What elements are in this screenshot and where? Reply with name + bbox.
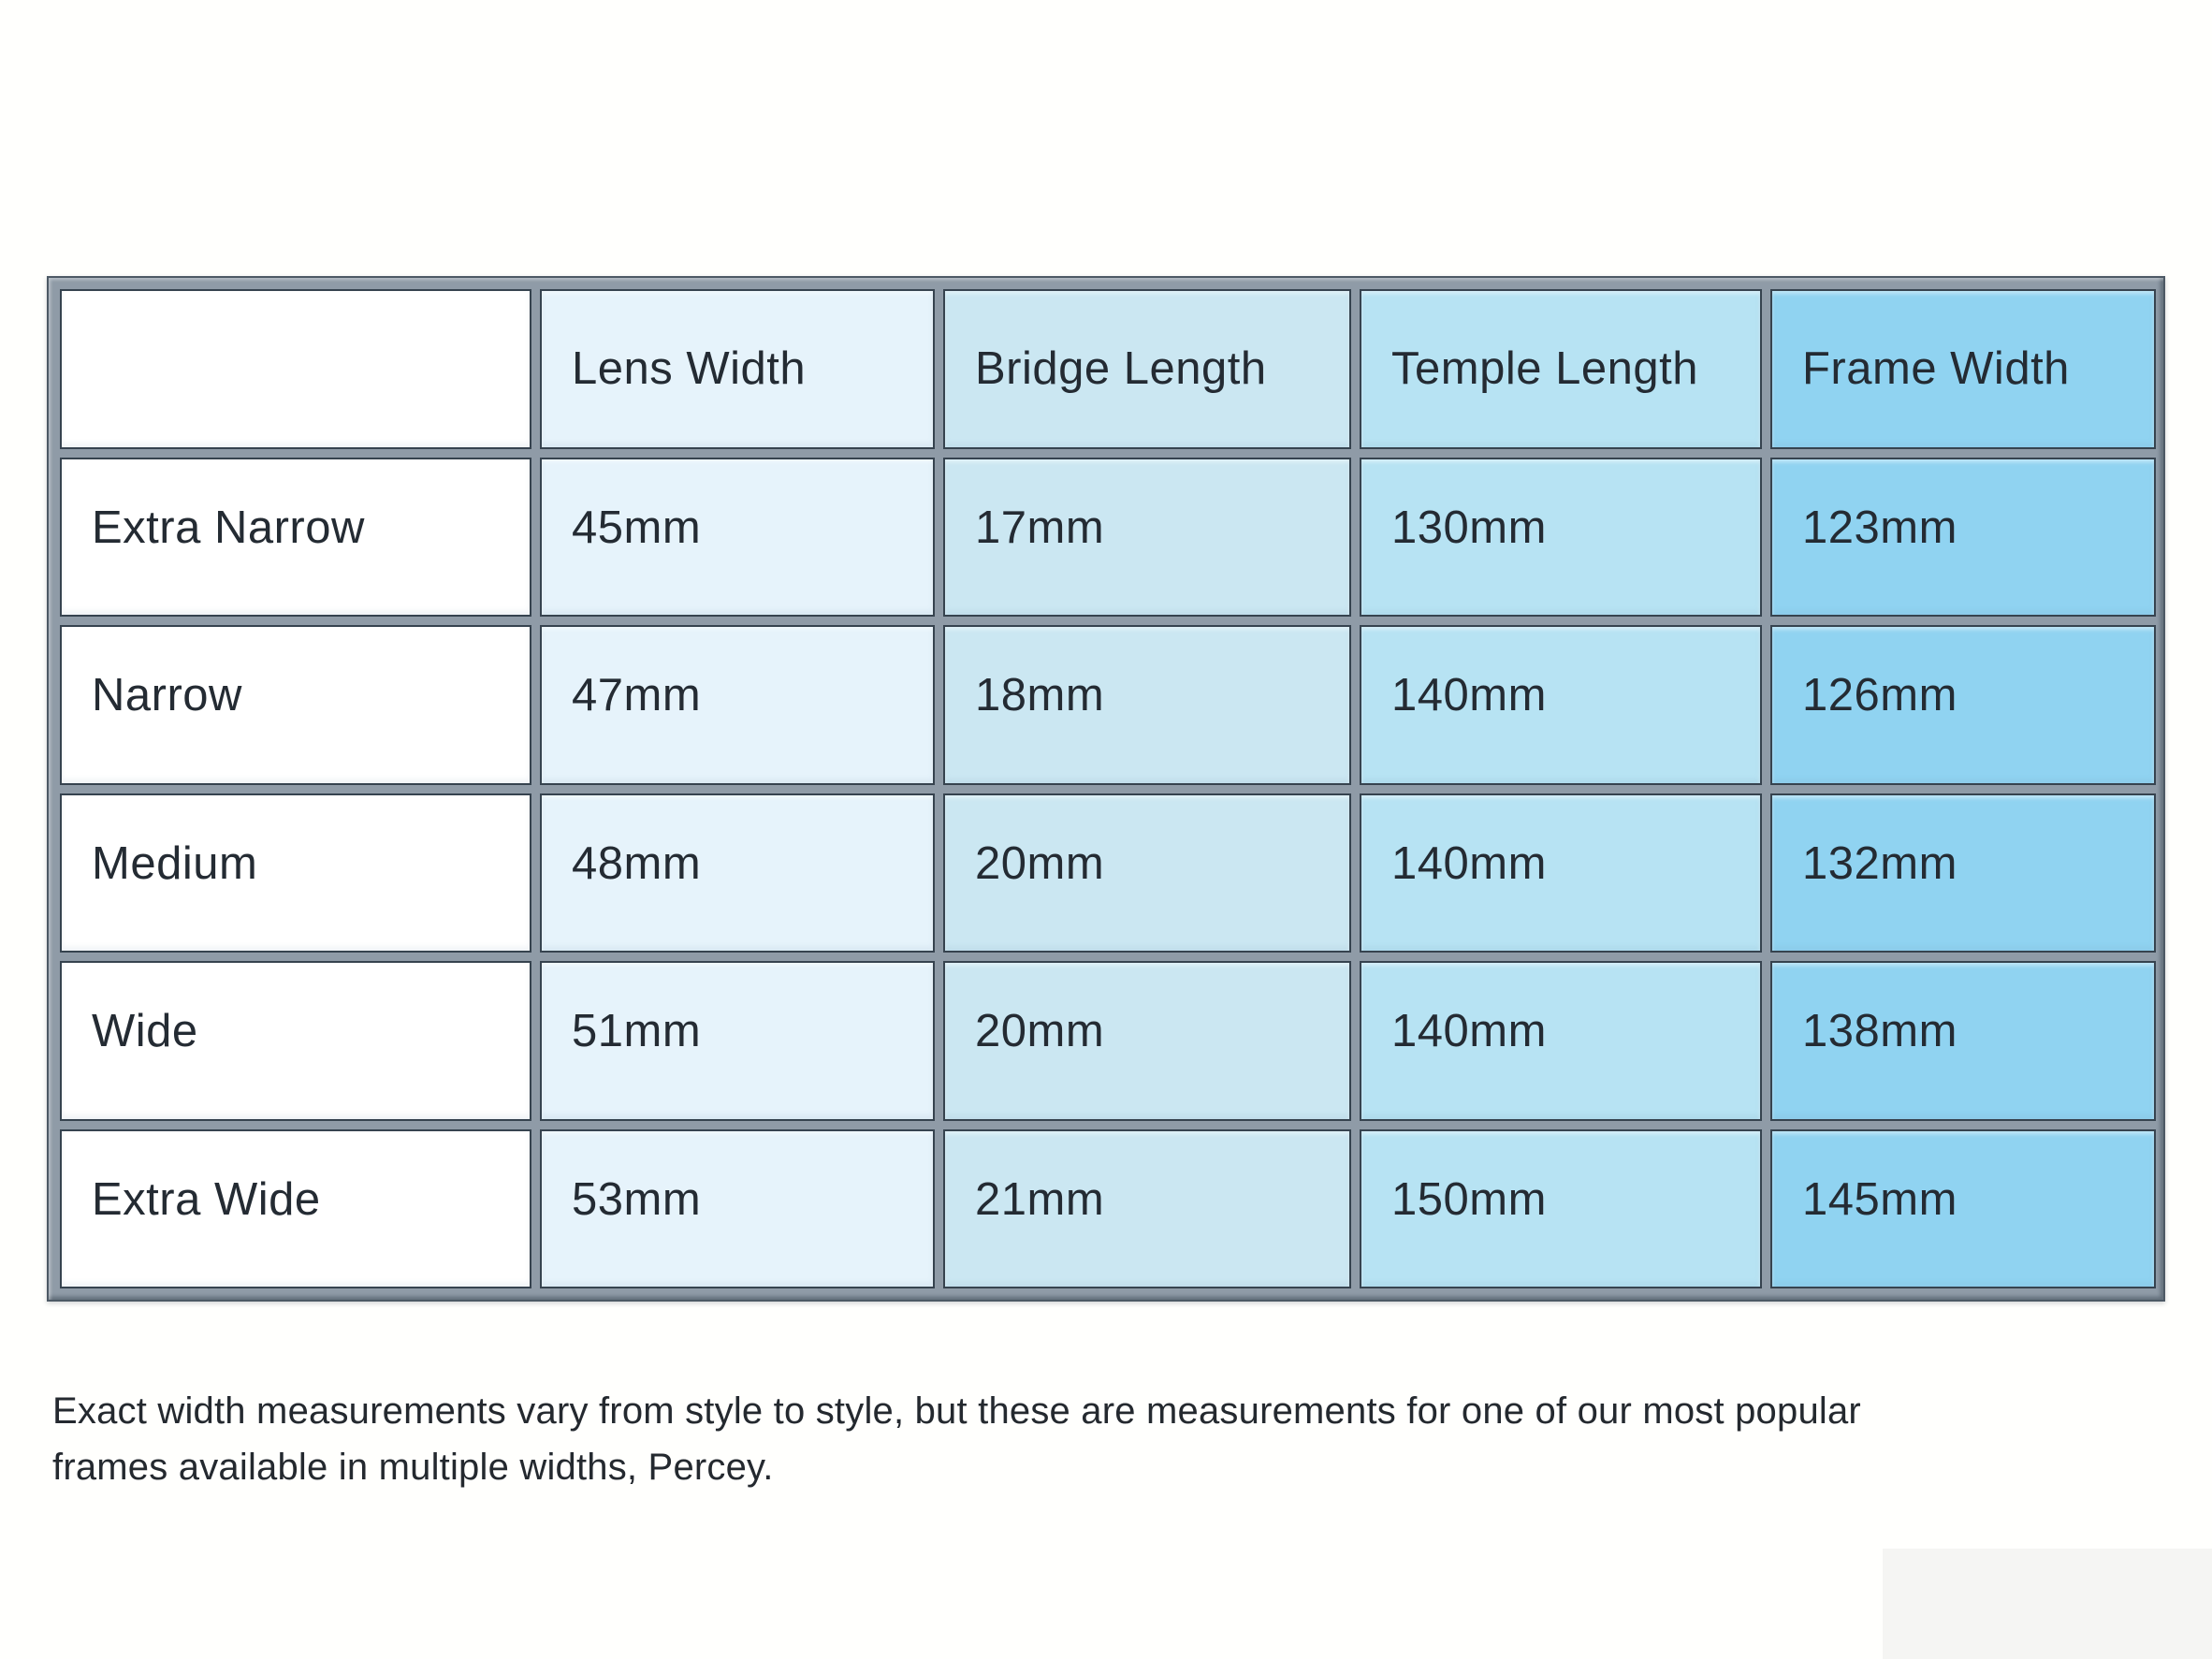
cell-extra-wide-temple-length: 150mm bbox=[1361, 1131, 1760, 1288]
header-cell-bridge-length: Bridge Length bbox=[945, 291, 1349, 447]
row-label-extra-narrow: Extra Narrow bbox=[62, 459, 530, 616]
cell-medium-frame-width: 132mm bbox=[1772, 795, 2154, 952]
cell-wide-lens-width: 51mm bbox=[542, 963, 933, 1119]
frame-measurements-table bbox=[47, 276, 2165, 1302]
cell-extra-wide-bridge-length: 21mm bbox=[945, 1131, 1349, 1288]
cell-wide-temple-length: 140mm bbox=[1361, 963, 1760, 1119]
cell-wide-bridge-length: 20mm bbox=[945, 963, 1349, 1119]
cell-narrow-lens-width: 47mm bbox=[542, 627, 933, 783]
cell-extra-narrow-lens-width: 45mm bbox=[542, 459, 933, 616]
row-label-wide: Wide bbox=[62, 963, 530, 1119]
row-label-extra-wide: Extra Wide bbox=[62, 1131, 530, 1288]
cell-narrow-temple-length: 140mm bbox=[1361, 627, 1760, 783]
cell-extra-wide-frame-width: 145mm bbox=[1772, 1131, 2154, 1288]
header-cell-frame-width: Frame Width bbox=[1772, 291, 2154, 447]
cell-extra-narrow-temple-length: 130mm bbox=[1361, 459, 1760, 616]
footnote-text: Exact width measurements vary from style to style, but these are measurements for one of our most popular frames available in multiple widths, Percey. bbox=[52, 1390, 1861, 1488]
header-cell-temple-length: Temple Length bbox=[1361, 291, 1760, 447]
cell-extra-narrow-frame-width: 123mm bbox=[1772, 459, 2154, 616]
cell-extra-wide-lens-width: 53mm bbox=[542, 1131, 933, 1288]
cell-medium-lens-width: 48mm bbox=[542, 795, 933, 952]
cell-medium-bridge-length: 20mm bbox=[945, 795, 1349, 952]
cell-wide-frame-width: 138mm bbox=[1772, 963, 2154, 1119]
header-cell-blank bbox=[62, 291, 530, 447]
header-cell-lens-width: Lens Width bbox=[542, 291, 933, 447]
cell-narrow-bridge-length: 18mm bbox=[945, 627, 1349, 783]
row-label-medium: Medium bbox=[62, 795, 530, 952]
cell-extra-narrow-bridge-length: 17mm bbox=[945, 459, 1349, 616]
row-label-narrow: Narrow bbox=[62, 627, 530, 783]
cell-medium-temple-length: 140mm bbox=[1361, 795, 1760, 952]
cell-narrow-frame-width: 126mm bbox=[1772, 627, 2154, 783]
corner-shade-decoration bbox=[1883, 1549, 2212, 1659]
